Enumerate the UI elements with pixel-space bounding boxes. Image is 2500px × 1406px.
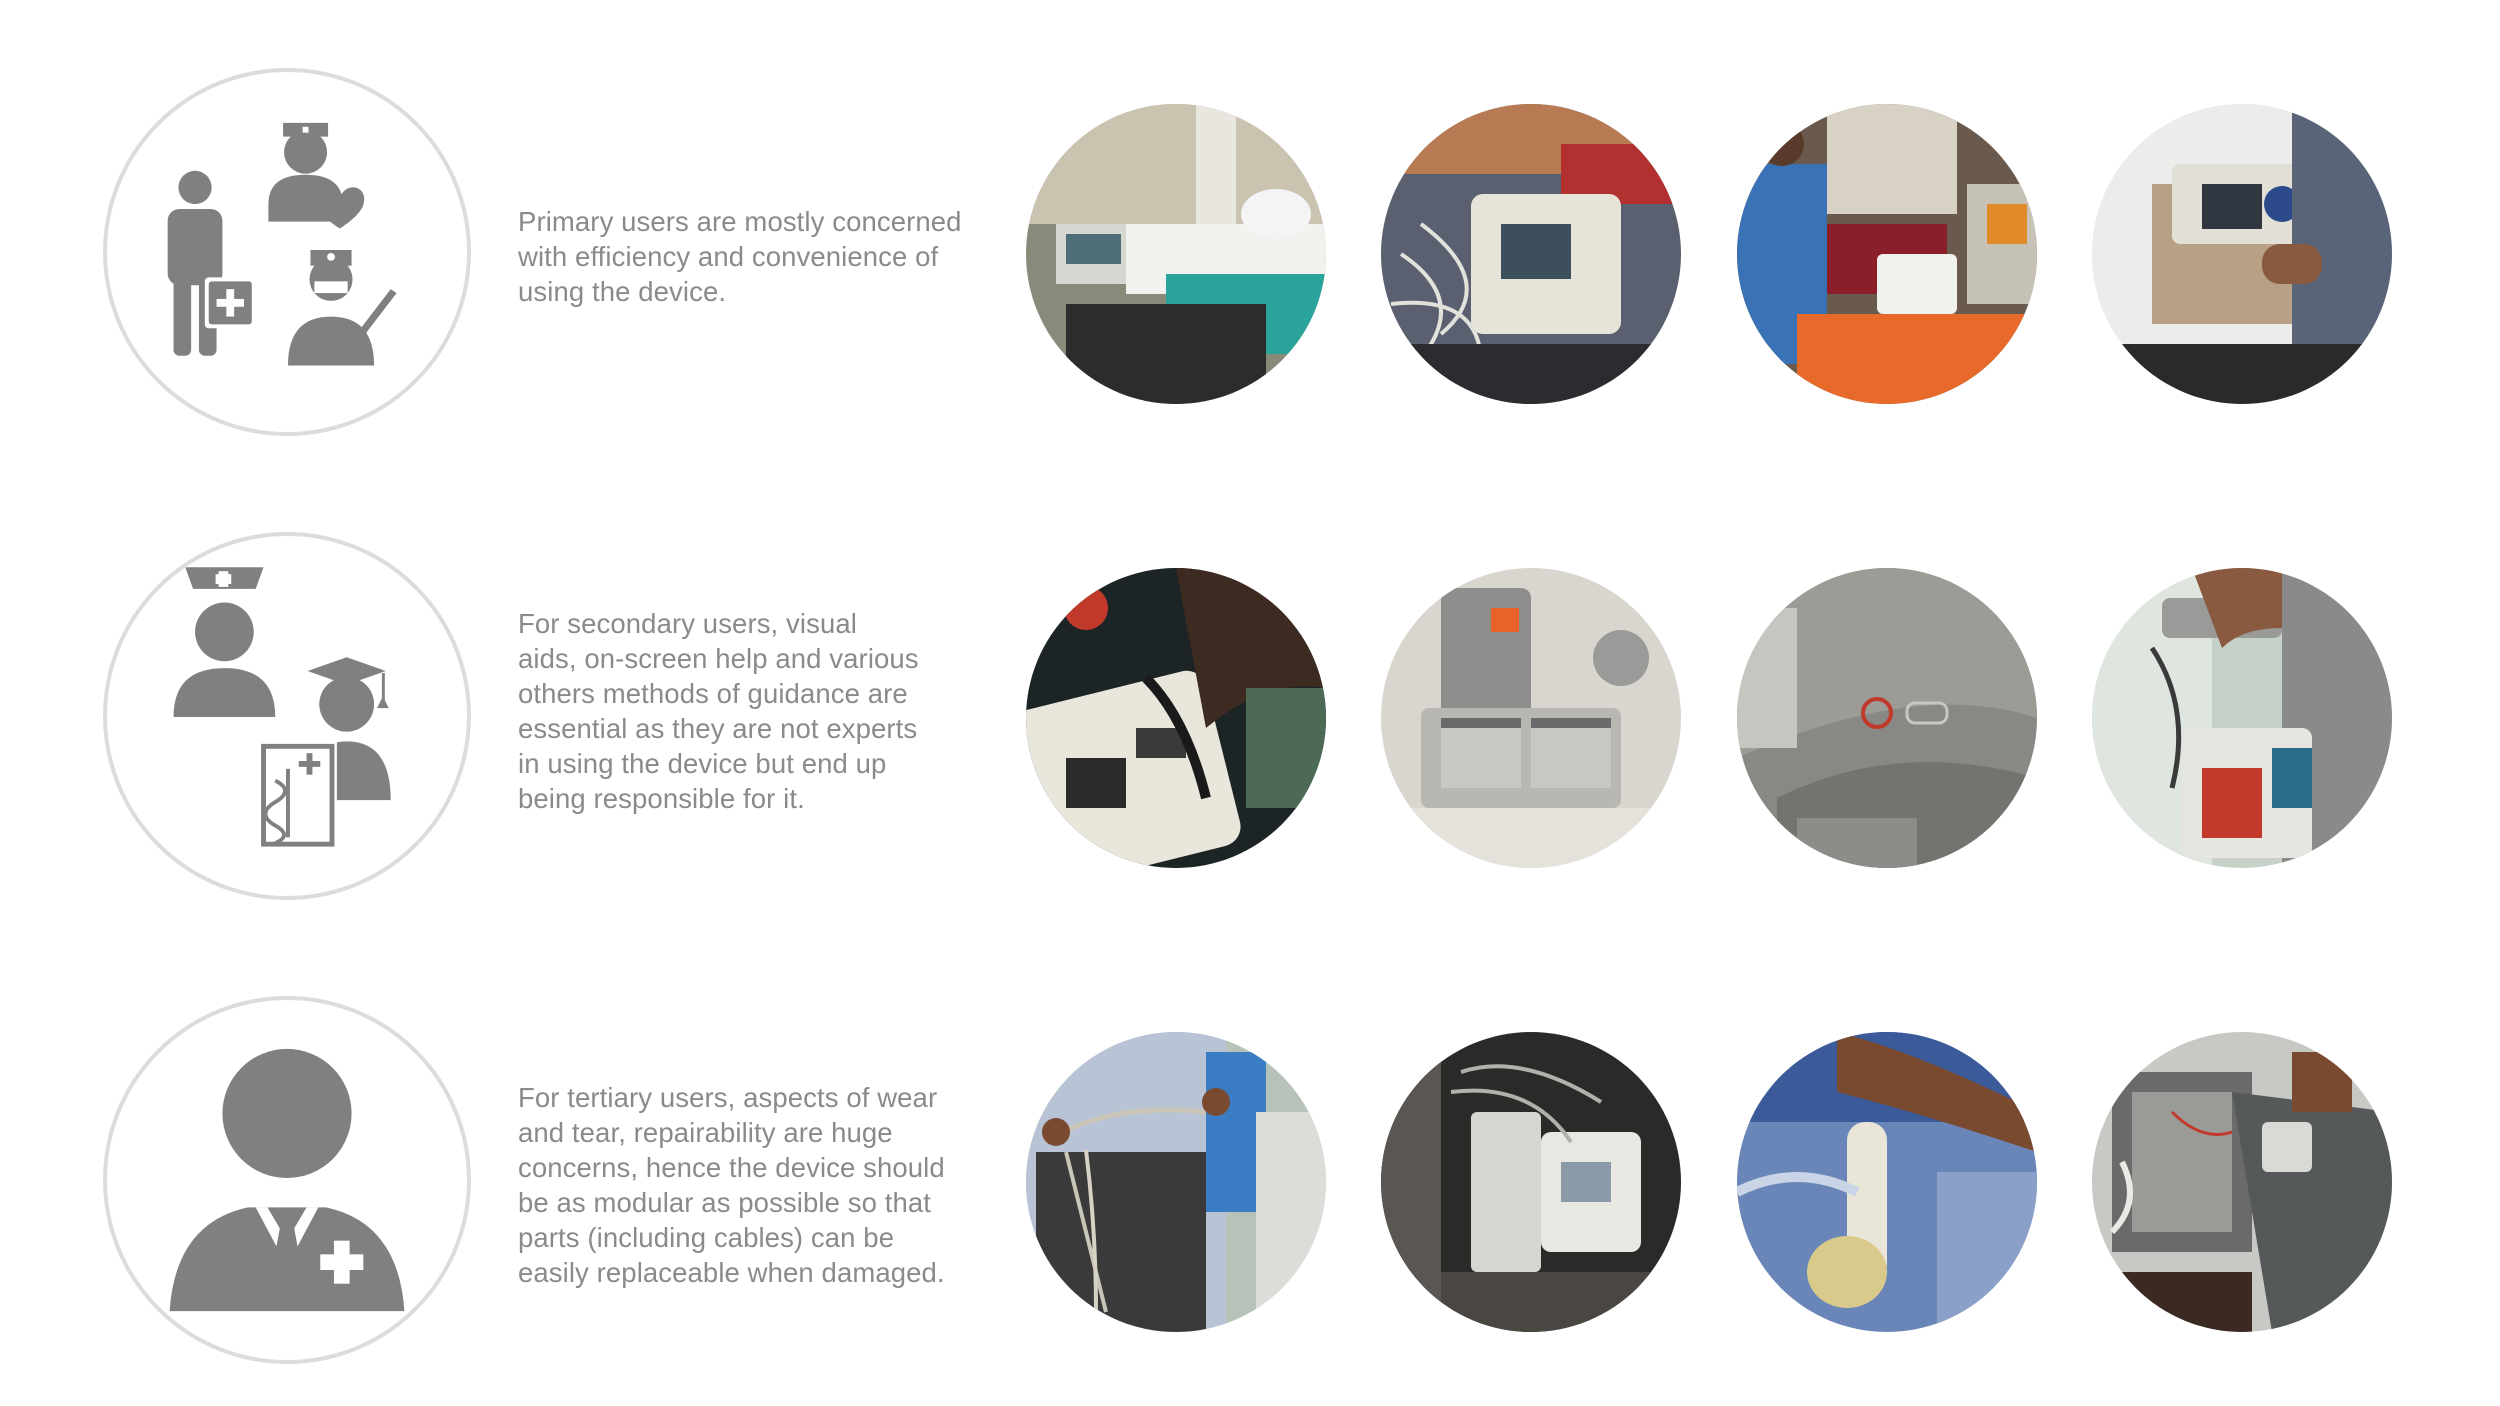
device-label-closeup-photo	[1737, 568, 2037, 868]
hand-plugging-cable-photo	[1026, 568, 1326, 868]
description-line: easily replaceable when damaged.	[518, 1257, 945, 1288]
tertiary-users-description	[518, 1080, 998, 1290]
man-holding-cables-photo	[1026, 1032, 1326, 1332]
device-in-ambulance-photo	[1737, 104, 2037, 404]
tertiary-users-row	[0, 996, 2500, 1376]
description-line: essential as they are not experts	[518, 713, 918, 744]
primary-users-icon-circle	[103, 68, 471, 436]
tertiary-users-icon-circle	[103, 996, 471, 1364]
description-line: concerns, hence the device should	[518, 1152, 945, 1183]
hands-operating-device-photo	[2092, 104, 2392, 404]
technician-icon	[107, 1000, 467, 1360]
description-line: with efficiency and convenience of	[518, 241, 939, 272]
description-line: be as modular as possible so that	[518, 1187, 931, 1218]
description-line: in using the device but end up	[518, 748, 887, 779]
description-line: For tertiary users, aspects of wear	[518, 1082, 938, 1113]
description-line: For secondary users, visual	[518, 608, 857, 639]
patient-on-stretcher-with-monitor-photo	[1026, 104, 1326, 404]
description-line: and tear, repairability are huge	[518, 1117, 893, 1148]
secondary-users-description	[518, 606, 998, 816]
secondary-users-icon-circle	[103, 532, 471, 900]
description-line: Primary users are mostly concerned	[518, 206, 962, 237]
description-line: parts (including cables) can be	[518, 1222, 895, 1253]
device-with-tangled-cables-photo	[1381, 104, 1681, 404]
devices-on-rack-photo	[1381, 1032, 1681, 1332]
description-line: aids, on-screen help and various	[518, 643, 919, 674]
description-line: others methods of guidance are	[518, 678, 908, 709]
nurse-and-student-icon	[107, 536, 467, 896]
description-line: being responsible for it.	[518, 783, 805, 814]
primary-users-description	[518, 204, 998, 309]
opened-device-case-photo	[2092, 1032, 2392, 1332]
hand-adjusting-device-photo	[2092, 568, 2392, 868]
doctors-group-icon	[107, 72, 467, 432]
probe-on-patient-photo	[1737, 1032, 2037, 1332]
description-line: using the device.	[518, 276, 727, 307]
secondary-users-row	[0, 532, 2500, 912]
primary-users-row	[0, 68, 2500, 448]
device-instruction-panel-photo	[1381, 568, 1681, 868]
